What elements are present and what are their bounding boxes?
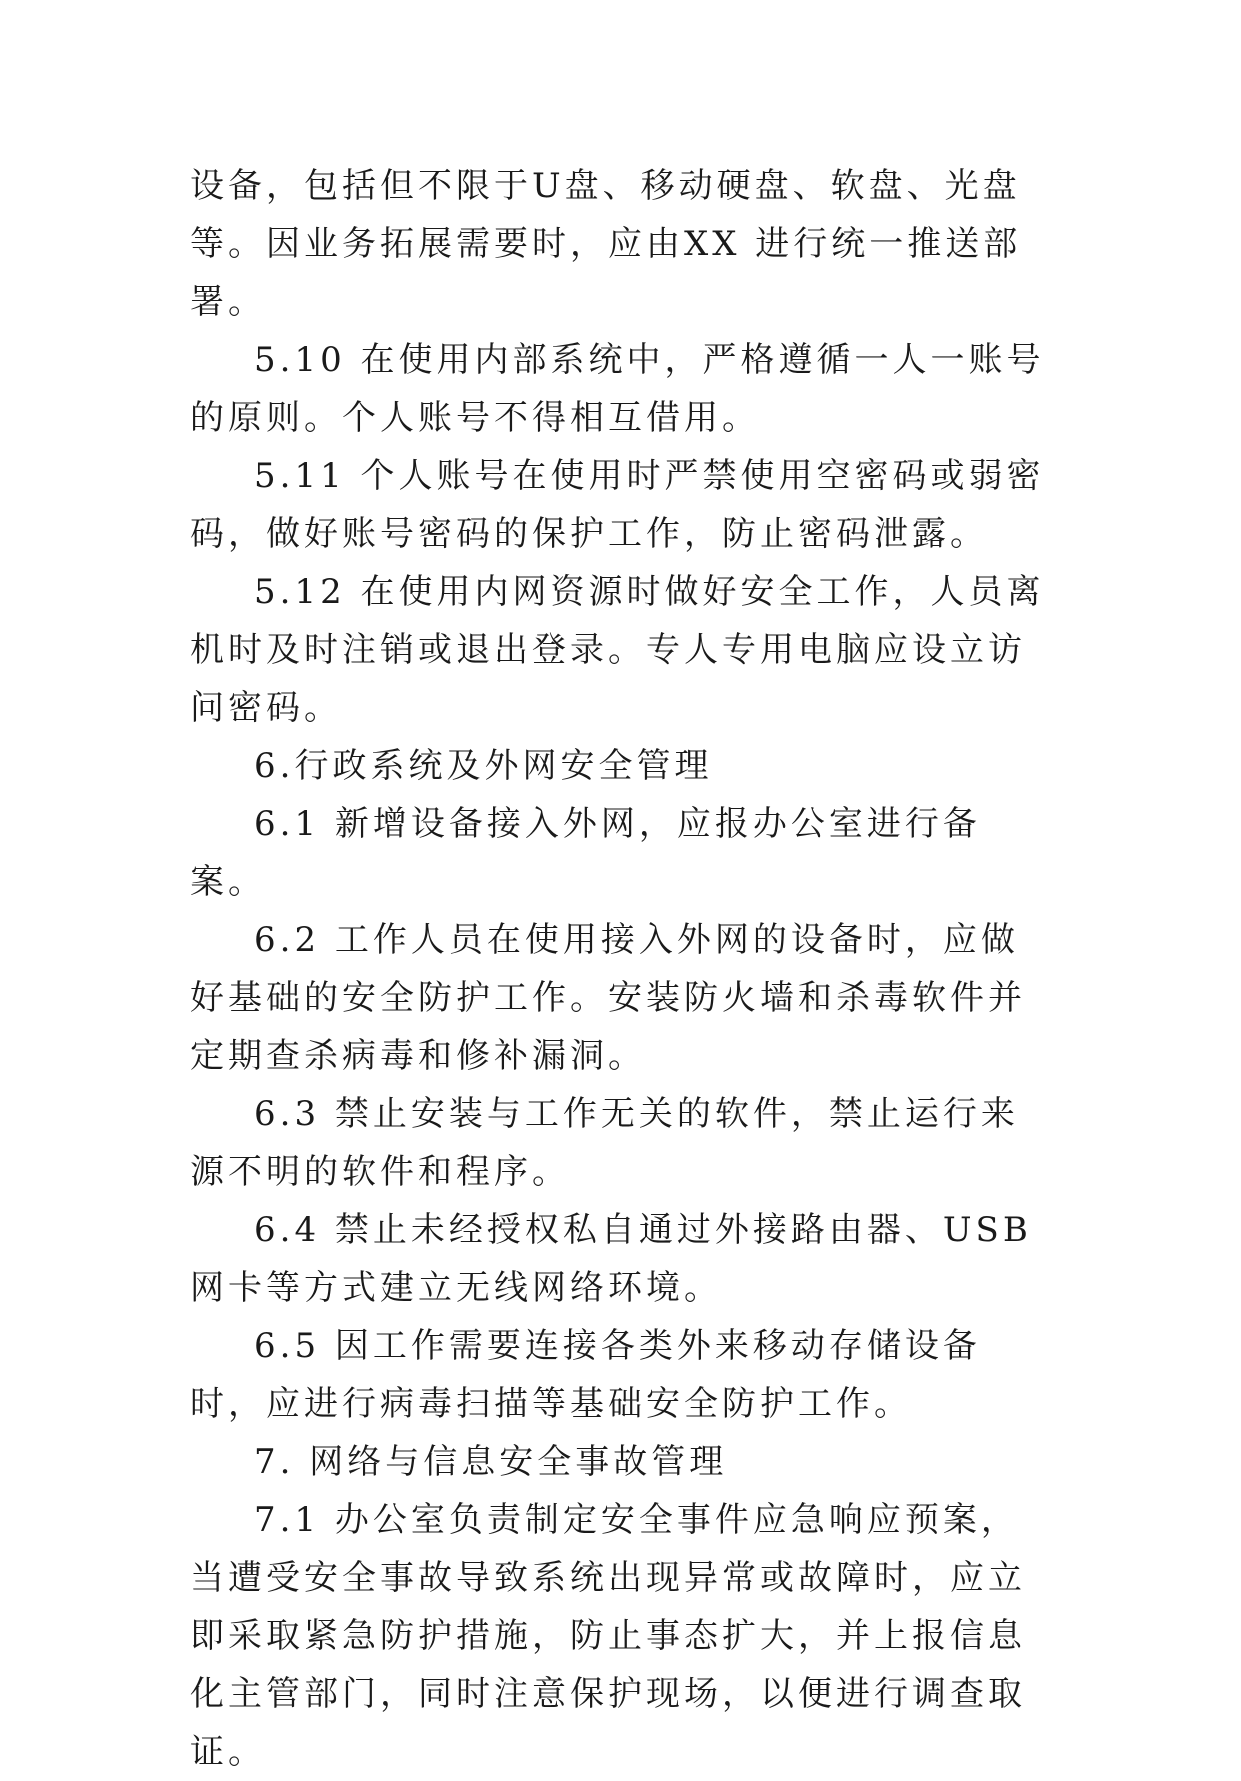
document-body xyxy=(190,157,1050,1781)
paragraph-7-1: 7.1 办公室负责制定安全事件应急响应预案，当遭受安全事故导致系统出现异常或故障时，应立即采取紧急防护措施，防止事态扩大，并上报信息化主管部门，同时注意保护现场，以便进行调查取证。 xyxy=(190,1500,1026,1772)
section-heading-6: 6.行政系统及外网安全管理 xyxy=(254,746,713,786)
paragraph-5-11: 5.11 个人账号在使用时严禁使用空密码或弱密码，做好账号密码的保护工作，防止密码泄露。 xyxy=(190,456,1045,554)
paragraph-5-10: 5.10 在使用内部系统中，严格遵循一人一账号的原则。个人账号不得相互借用。 xyxy=(190,340,1045,438)
section-heading-7: 7. 网络与信息安全事故管理 xyxy=(254,1442,728,1482)
paragraph-5-12: 5.12 在使用内网资源时做好安全工作，人员离机时及时注销或退出登录。专人专用电脑应设立访问密码。 xyxy=(190,572,1045,728)
paragraph-6-5: 6.5 因工作需要连接各类外来移动存储设备时，应进行病毒扫描等基础安全防护工作。 xyxy=(190,1326,981,1424)
paragraph-6-2: 6.2 工作人员在使用接入外网的设备时，应做好基础的安全防护工作。安装防火墙和杀毒软件并定期查杀病毒和修补漏洞。 xyxy=(190,920,1026,1076)
paragraph-continuation: 设备，包括但不限于U盘、移动硬盘、软盘、光盘等。因业务拓展需要时，应由XX 进行统一推送部署。 xyxy=(190,166,1022,322)
paragraph-6-3: 6.3 禁止安装与工作无关的软件，禁止运行来源不明的软件和程序。 xyxy=(190,1094,1019,1192)
paragraph-6-4: 6.4 禁止未经授权私自通过外接路由器、USB 网卡等方式建立无线网络环境。 xyxy=(190,1210,1032,1308)
paragraph-6-1: 6.1 新增设备接入外网，应报办公室进行备案。 xyxy=(190,804,981,902)
